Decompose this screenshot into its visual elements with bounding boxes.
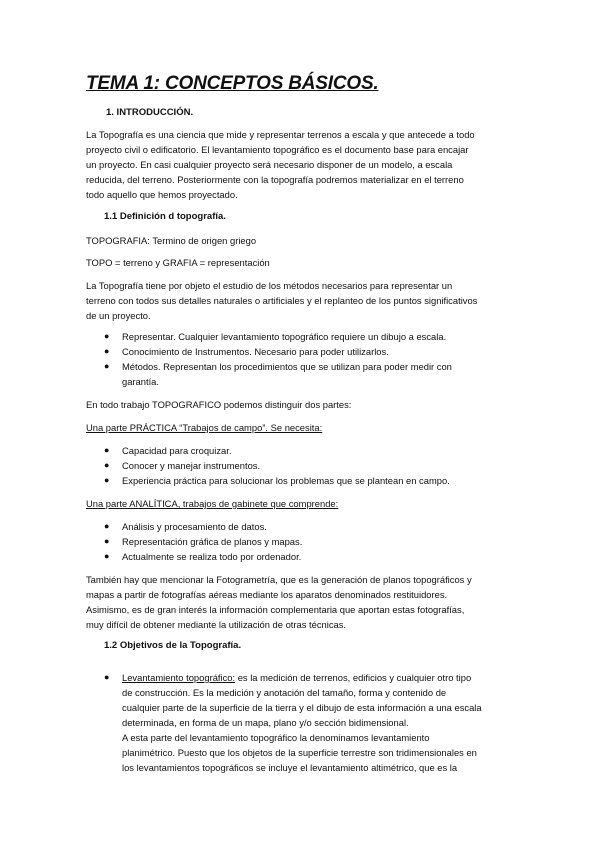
bullet-icon: ● — [104, 361, 110, 371]
bullet-icon: ● — [104, 331, 110, 341]
list-item-continuation: de construcción. Es la medición y anotación del tamaño, forma y contenido de — [122, 687, 447, 698]
list-item-first-line — [122, 670, 471, 685]
list-item: Conocimiento de Instrumentos. Necesario para poder utilizarlos. — [122, 346, 389, 357]
list-item-continuation: A esta parte del levantamiento topográfico la denominamos levantamiento — [122, 732, 430, 743]
list-item: Actualmente se realiza todo por ordenador. — [122, 551, 302, 562]
list-item-continuation: los levantamientos topográficos se incluye el levantamiento altimétrico, que es la — [122, 762, 458, 773]
paragraph-line: La Topografía tiene por objeto el estudio de los métodos necesarios para representar un — [86, 280, 453, 291]
list-item-continuation: cualquier parte de la superficie de la tierra y el dibujo de esta información a una escala — [122, 702, 482, 713]
bullet-icon: ● — [104, 460, 110, 470]
paragraph-line: terreno con todos sus detalles naturales o artificiales y el replanteo de los puntos significativos — [86, 295, 478, 306]
section-heading-introduccion: 1. INTRODUCCIÓN. — [106, 107, 194, 118]
list-item: Representación gráfica de planos y mapas. — [122, 536, 303, 547]
paragraph-line: de un proyecto. — [86, 310, 151, 321]
list-item-continuation: garantía. — [122, 376, 160, 387]
paragraph-line: muy difícil de obtener mediante la utilización de otras técnicas. — [86, 619, 347, 630]
bullet-icon: ● — [104, 672, 110, 682]
list-item: Experiencia práctica para solucionar los problemas que se plantean en campo. — [122, 475, 450, 486]
bullet-icon: ● — [104, 445, 110, 455]
list-item: Capacidad para croquizar. — [122, 445, 232, 456]
bullet-icon: ● — [104, 536, 110, 546]
paragraph-line: La Topografía es una ciencia que mide y representar terrenos a escala y que antecede a todo — [86, 129, 475, 140]
definition-line: TOPO = terreno y GRAFIA = representación — [86, 257, 270, 268]
bullet-icon: ● — [104, 551, 110, 561]
section-heading-definicion: 1.1 Definición d topografía. — [104, 211, 226, 222]
term-definition: es la medición de terrenos, edificios y cualquier otro tipo — [235, 672, 472, 683]
list-item-continuation: determinada, en forma de un mapa, plano y/o sección bidimensional. — [122, 717, 409, 728]
list-item: Conocer y manejar instrumentos. — [122, 460, 261, 471]
bullet-icon: ● — [104, 475, 110, 485]
paragraph-line: todo aquello que hemos proyectado. — [86, 189, 238, 200]
list-item-continuation: planimétrico. Puesto que los objetos de la superficie terrestre son tridimensionales en — [122, 747, 477, 758]
paragraph-line: mapas a partir de fotografías aéreas mediante los aparatos denominados restituidores. — [86, 589, 448, 600]
definition-line: TOPOGRAFIA: Termino de origen griego — [86, 235, 257, 246]
paragraph-line: También hay que mencionar la Fotogrametría, que es la generación de planos topográficos y — [86, 574, 472, 585]
paragraph-line: un proyecto. En casi cualquier proyecto será necesario disponer de un modelo, a escala — [86, 159, 453, 170]
section-heading-objetivos: 1.2 Objetivos de la Topografía. — [104, 640, 242, 651]
paragraph-line: proyecto civil o edificatorio. El levantamiento topográfico es el documento base para encajar — [86, 144, 469, 155]
list-item: Representar. Cualquier levantamiento topográfico requiere un dibujo a escala. — [122, 331, 447, 342]
bullet-icon: ● — [104, 521, 110, 531]
bullet-icon: ● — [104, 346, 110, 356]
list-item: Análisis y procesamiento de datos. — [122, 521, 267, 532]
paragraph-line: Asimismo, es de gran interés la información complementaria que aportan estas fotografías, — [86, 604, 465, 615]
page-title: TEMA 1: CONCEPTOS BÁSICOS. — [86, 73, 379, 94]
subheading-analitica: Una parte ANALÍTICA, trabajos de gabinete que comprende: — [86, 498, 339, 509]
paragraph-line: En todo trabajo TOPOGRAFICO podemos distinguir dos partes: — [86, 399, 352, 410]
subheading-practica: Una parte PRÁCTICA “Trabajos de campo”. Se necesita: — [86, 422, 323, 433]
list-item: Métodos. Representan los procedimientos que se utilizan para poder medir con — [122, 361, 452, 372]
term-label: Levantamiento topográfico: — [122, 672, 236, 683]
paragraph-line: reducida, del terreno. Posteriormente con la topografía podremos materializar en el terreno — [86, 174, 464, 185]
